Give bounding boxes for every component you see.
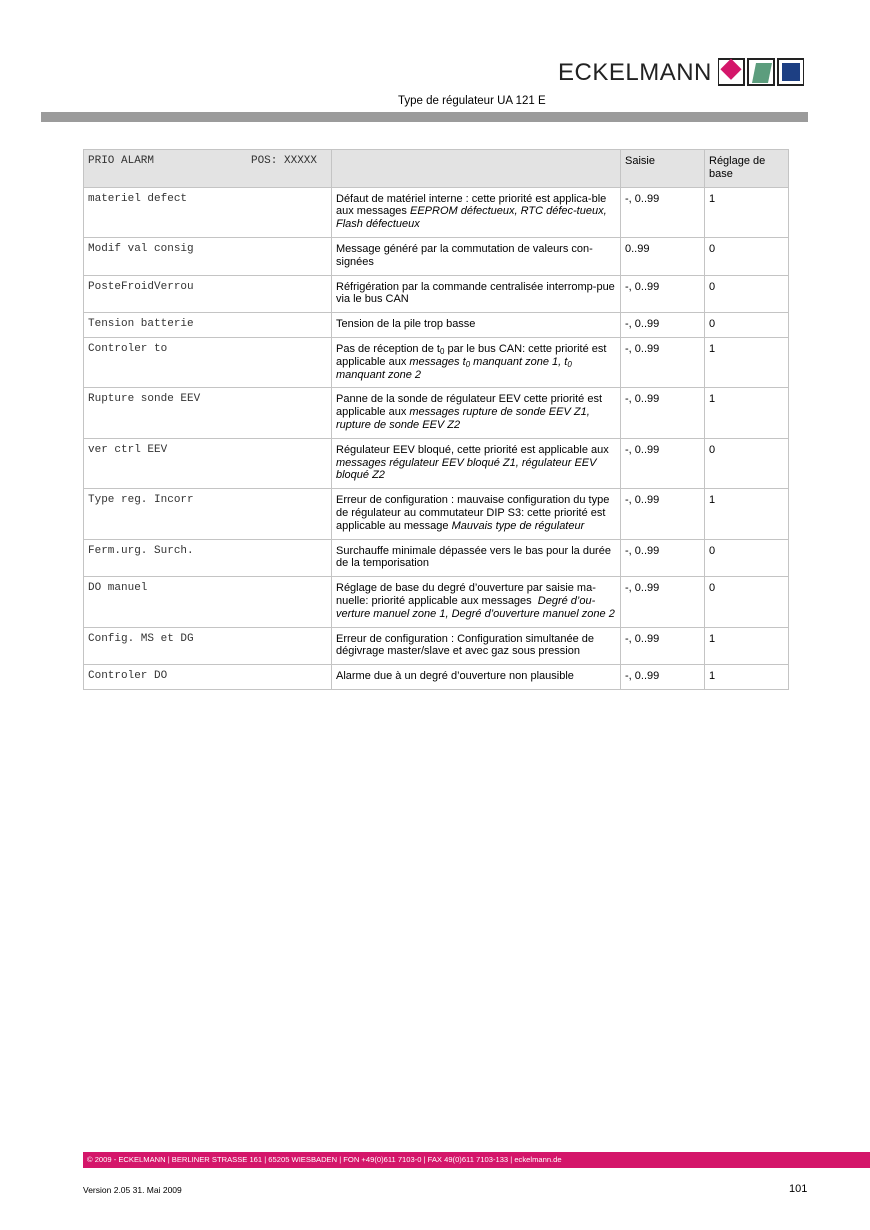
reglage-cell: 1 — [705, 187, 789, 237]
header-saisie: Saisie — [621, 150, 705, 188]
code-cell: Controler to — [84, 337, 332, 387]
header-prio-alarm: PRIO ALARM — [88, 155, 155, 167]
code-cell: Config. MS et DG — [84, 627, 332, 665]
code-cell: ver ctrl EEV — [84, 438, 332, 488]
header-description — [332, 150, 621, 188]
reglage-cell: 1 — [705, 627, 789, 665]
version-date: Version 2.05 31. Mai 2009 — [83, 1185, 182, 1195]
description-cell: Panne de la sonde de régulateur EEV cette priorité est applicable aux messages rupture de sonde EEV Z1, rupture de sonde EEV Z2 — [332, 388, 621, 438]
code-cell: materiel defect — [84, 187, 332, 237]
header-pos: POS: XXXXX — [250, 155, 317, 167]
table-header-row — [84, 150, 789, 188]
reglage-cell: 1 — [705, 489, 789, 539]
saisie-cell: -, 0..99 — [621, 539, 705, 577]
reglage-cell: 1 — [705, 337, 789, 387]
logo-squares-icon — [718, 58, 804, 88]
saisie-cell: -, 0..99 — [621, 489, 705, 539]
reglage-cell: 0 — [705, 438, 789, 488]
reglage-cell: 0 — [705, 237, 789, 275]
priority-alarm-table — [83, 149, 789, 690]
description-cell: Tension de la pile trop basse — [332, 313, 621, 338]
saisie-cell: -, 0..99 — [621, 577, 705, 627]
code-cell: Modif val consig — [84, 237, 332, 275]
footer-contact: © 2009 - ECKELMANN | BERLINER STRASSE 161 | 65205 WIESBADEN | FON +49(0)611 7103-0 | FAX 49(0)611 7103-133 | eckelmann.de — [87, 1155, 562, 1164]
saisie-cell: -, 0..99 — [621, 665, 705, 690]
saisie-cell: -, 0..99 — [621, 337, 705, 387]
table-row — [84, 627, 789, 665]
reglage-cell: 0 — [705, 577, 789, 627]
table-row — [84, 489, 789, 539]
table-row — [84, 665, 789, 690]
footer-bar — [83, 1152, 870, 1168]
table-row — [84, 388, 789, 438]
description-cell: Pas de réception de $t_0$ par le bus CAN: cette priorité est applicable aux messages $t_0$ manquant zone 1, $t_0$ manquant zone 2 — [332, 337, 621, 387]
saisie-cell: -, 0..99 — [621, 187, 705, 237]
saisie-cell: -, 0..99 — [621, 275, 705, 313]
code-cell: PosteFroidVerrou — [84, 275, 332, 313]
table-row — [84, 577, 789, 627]
description-cell: Erreur de configuration : mauvaise configuration du type de régulateur au commutateur DIP S3: cette priorité est applicable au message Mauvais type de régulateur — [332, 489, 621, 539]
table-row — [84, 539, 789, 577]
header-divider — [41, 112, 808, 122]
table-row — [84, 438, 789, 488]
reglage-cell: 0 — [705, 275, 789, 313]
description-cell: Surchauffe minimale dépassée vers le bas pour la durée de la temporisation — [332, 539, 621, 577]
reglage-cell: 0 — [705, 539, 789, 577]
saisie-cell: -, 0..99 — [621, 627, 705, 665]
table-row — [84, 313, 789, 338]
table-row — [84, 275, 789, 313]
code-cell: Rupture sonde EEV — [84, 388, 332, 438]
description-cell: Régulateur EEV bloqué, cette priorité est applicable aux messages régulateur EEV bloqué Z1, régulateur EEV bloqué Z2 — [332, 438, 621, 488]
reglage-cell: 0 — [705, 313, 789, 338]
document-title: Type de régulateur UA 121 E — [398, 95, 546, 107]
saisie-cell: 0..99 — [621, 237, 705, 275]
eckelmann-logo — [558, 58, 804, 88]
description-cell: Réglage de base du degré d’ouverture par saisie ma-nuelle: priorité applicable aux messages Degré d’ou-verture manuel zone 1, Degré d’ouverture manuel zone 2 — [332, 577, 621, 627]
code-cell: Controler DO — [84, 665, 332, 690]
description-cell: Erreur de configuration : Configuration simultanée de dégivrage master/slave et avec gaz sous pression — [332, 627, 621, 665]
description-cell: Réfrigération par la commande centralisée interromp-pue via le bus CAN — [332, 275, 621, 313]
code-cell: Type reg. Incorr — [84, 489, 332, 539]
table-row — [84, 237, 789, 275]
logo-text: ECKELMANN — [558, 59, 712, 86]
description-cell: Défaut de matériel interne : cette priorité est applica-ble aux messages EEPROM défectueux, RTC défec-tueux, Flash défectueux — [332, 187, 621, 237]
header-code — [84, 150, 332, 188]
reglage-cell: 1 — [705, 388, 789, 438]
reglage-cell: 1 — [705, 665, 789, 690]
code-cell: Ferm.urg. Surch. — [84, 539, 332, 577]
description-cell: Alarme due à un degré d’ouverture non plausible — [332, 665, 621, 690]
code-cell: Tension batterie — [84, 313, 332, 338]
header-reglage: Réglage de base — [705, 150, 789, 188]
saisie-cell: -, 0..99 — [621, 438, 705, 488]
code-cell: DO manuel — [84, 577, 332, 627]
table-row — [84, 337, 789, 387]
table-row — [84, 187, 789, 237]
saisie-cell: -, 0..99 — [621, 388, 705, 438]
page-number: 101 — [789, 1183, 808, 1195]
saisie-cell: -, 0..99 — [621, 313, 705, 338]
description-cell: Message généré par la commutation de valeurs con-signées — [332, 237, 621, 275]
